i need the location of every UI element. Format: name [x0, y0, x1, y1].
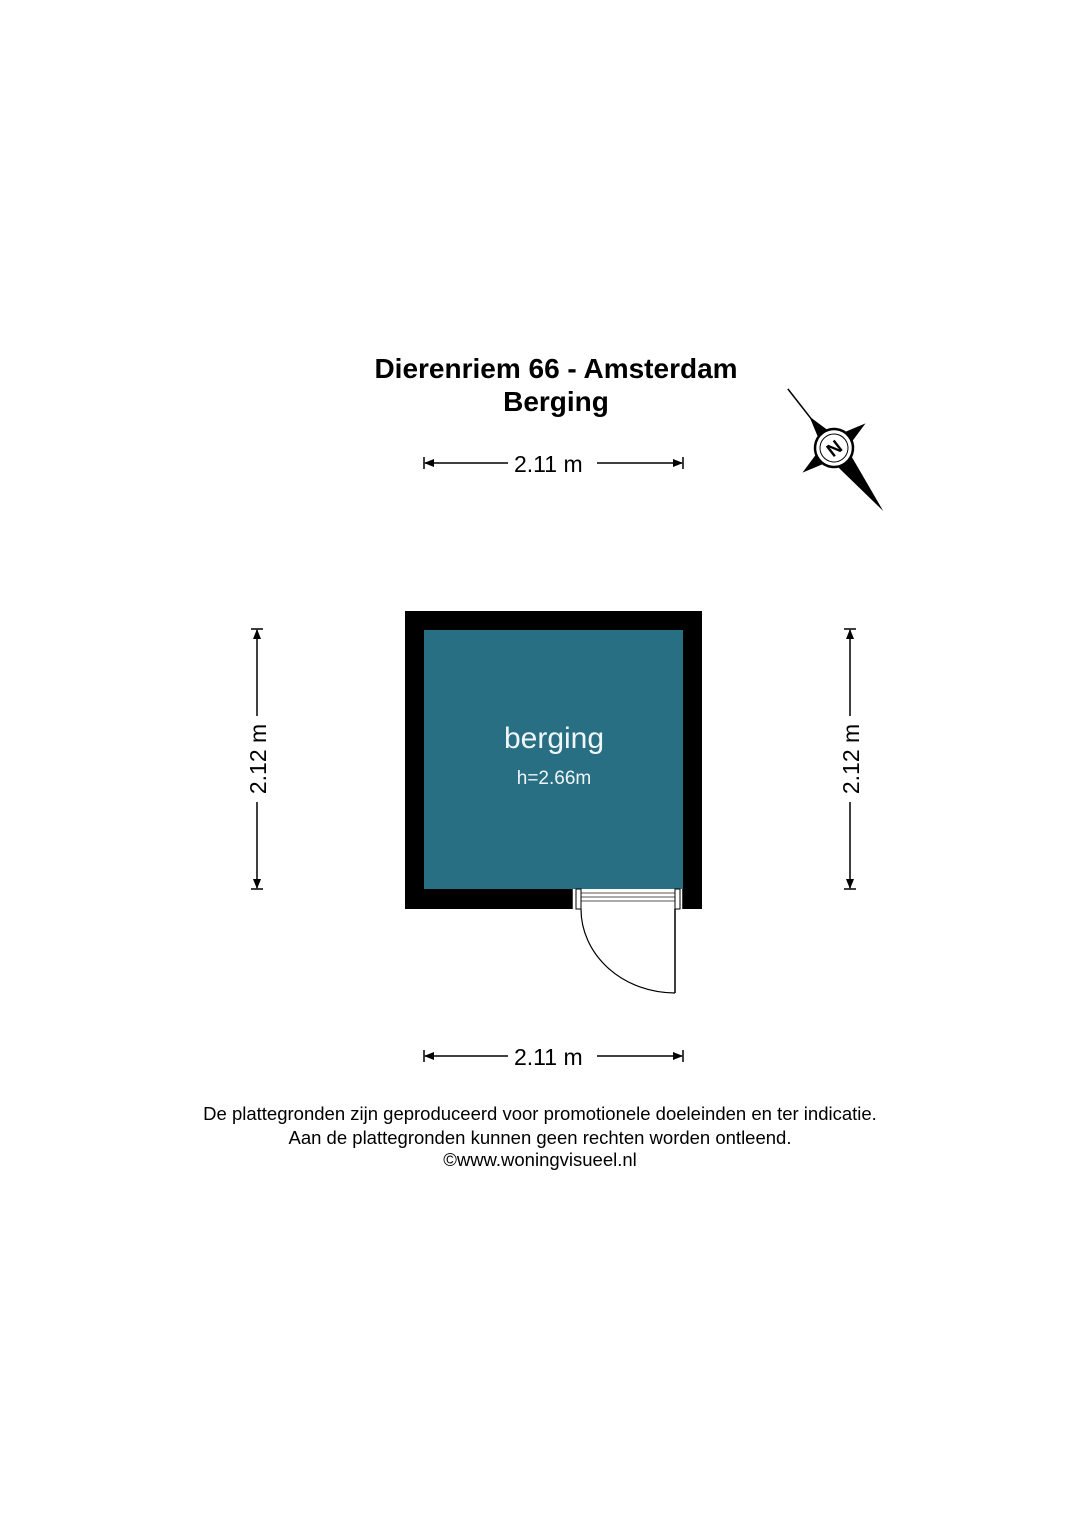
- door: [572, 889, 683, 993]
- left-dimension-label: 2.12 m: [245, 723, 271, 795]
- disclaimer-line-2: Aan de plattegronden kunnen geen rechten worden ontleend.: [288, 1127, 792, 1148]
- floor-name: Berging: [503, 386, 609, 417]
- plan-title: Dierenriem 66 - Amsterdam: [374, 353, 738, 384]
- room-name-label: berging: [503, 722, 605, 755]
- disclaimer-line-1: De plattegronden zijn geproduceerd voor promotionele doeleinden en ter indicatie.: [203, 1103, 877, 1124]
- room-height-label: h=2.66m: [516, 768, 592, 789]
- compass-letter: N: [823, 436, 847, 462]
- copyright-line: ©www.woningvisueel.nl: [443, 1149, 637, 1170]
- room-berging-floor: [424, 630, 683, 889]
- north-compass-icon: [756, 364, 914, 535]
- bottom-dimension-label: 2.11 m: [514, 1044, 583, 1070]
- right-dimension-label: 2.12 m: [838, 723, 864, 795]
- top-dimension-label: 2.11 m: [514, 451, 583, 477]
